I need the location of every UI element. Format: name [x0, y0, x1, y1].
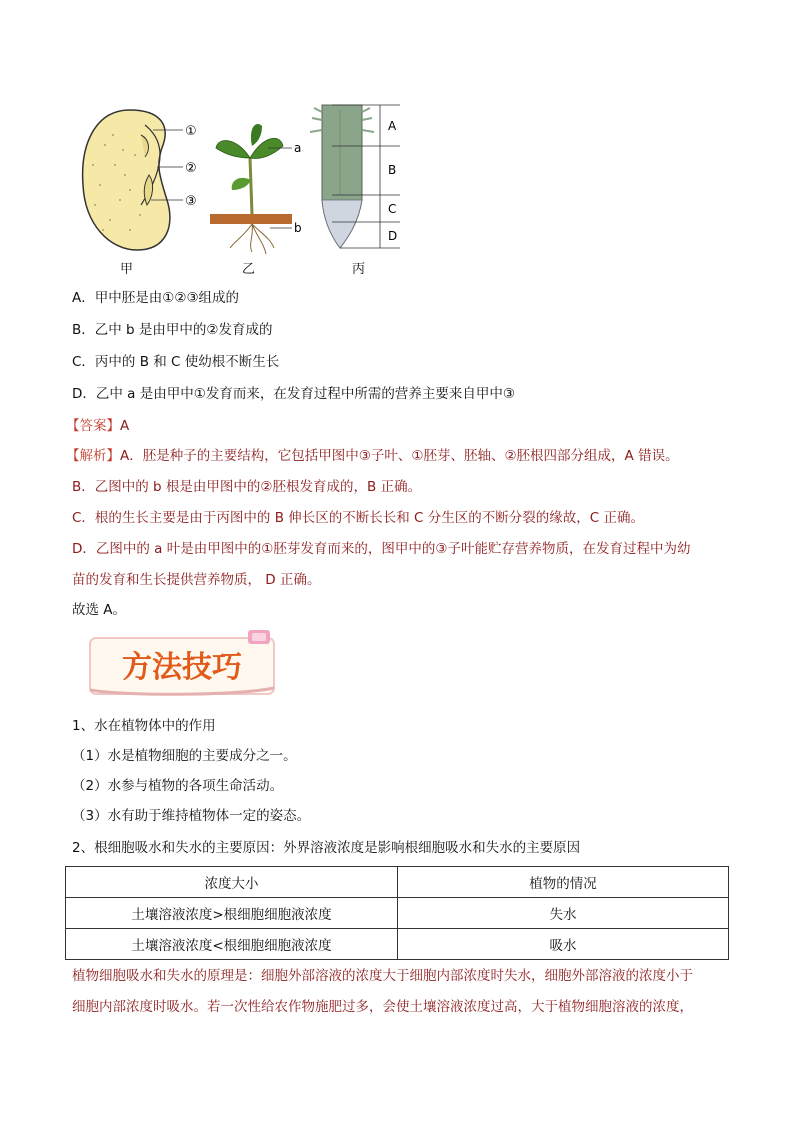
- section1-item-3: （3）水有助于维持植物体一定的姿态。: [72, 808, 311, 824]
- option-c: C．丙中的 B 和 C 使幼根不断生长: [72, 354, 280, 370]
- table-row: [66, 898, 729, 929]
- caption-bing: 丙: [352, 262, 366, 277]
- analysis-line-5: 苗的发育和生长提供营养物质， D 正确。: [72, 572, 321, 588]
- analysis-line-3: C．根的生长主要是由于丙图中的 B 伸长区的不断长长和 C 分生区的不断分裂的缘故，C 正确。: [72, 510, 644, 526]
- option-a: A．甲中胚是由①②③组成的: [72, 290, 240, 306]
- seed-label-3: ③: [185, 194, 197, 209]
- section1-item-2: （2）水参与植物的各项生命活动。: [72, 778, 284, 794]
- root-label-A: A: [388, 119, 397, 133]
- root-label-B: B: [388, 163, 397, 177]
- table-cell: 土壤溶液浓度<根细胞细胞液浓度: [66, 929, 398, 960]
- table-cell: 吸水: [398, 929, 729, 960]
- concentration-table: [65, 866, 729, 960]
- option-d: D．乙中 a 是由甲中①发育而来，在发育过程中所需的营养主要来自甲中③: [72, 386, 515, 402]
- seed-label-1: ①: [185, 124, 197, 139]
- table-cell: 失水: [398, 898, 729, 929]
- root-label-D: D: [388, 229, 398, 243]
- analysis-line-1: [66, 446, 679, 466]
- table-header: 浓度大小: [66, 867, 398, 898]
- analysis-line-2: B．乙图中的 b 根是由甲图中的②胚根发育成的，B 正确。: [72, 479, 422, 495]
- seed-diagram: [75, 105, 210, 255]
- table-header: 植物的情况: [398, 867, 729, 898]
- banner-title: 方法技巧: [122, 650, 242, 685]
- section1-heading: 1、水在植物体中的作用: [72, 718, 216, 734]
- answer-tag: 【答案】: [66, 418, 120, 434]
- caption-yi: 乙: [242, 262, 256, 277]
- section2-heading: 2、根细胞吸水和失水的主要原因：外界溶液浓度是影响根细胞吸水和失水的主要原因: [72, 840, 581, 856]
- root-tip-diagram: [310, 100, 410, 255]
- analysis-tag: 【解析】: [66, 448, 120, 464]
- option-b: B．乙中 b 是由甲中的②发育成的: [72, 322, 273, 338]
- seedling-label-a: a: [294, 141, 302, 155]
- section2-paragraph-1: 植物细胞吸水和失水的原理是：细胞外部溶液的浓度大于细胞内部浓度时失水，细胞外部溶液的浓度小于: [72, 968, 693, 984]
- method-tips-banner: [84, 630, 280, 698]
- answer-line: [66, 416, 129, 436]
- section1-item-1: （1）水是植物细胞的主要成分之一。: [72, 748, 297, 764]
- section2-paragraph-2: 细胞内部浓度时吸水。若一次性给农作物施肥过多，会使土壤溶液浓度过高，大于植物细胞溶液的浓度，: [72, 999, 693, 1015]
- seedling-label-b: b: [294, 221, 302, 235]
- answer-value: A: [120, 418, 130, 434]
- table-header-row: [66, 867, 729, 898]
- root-label-C: C: [388, 202, 397, 216]
- seedling-diagram: [208, 118, 318, 258]
- analysis-conclusion: 故选 A。: [72, 602, 127, 618]
- analysis-text-1: A．胚是种子的主要结构，它包括甲图中③子叶、①胚芽、胚轴、②胚根四部分组成，A 错误。: [120, 448, 679, 464]
- table-row: [66, 929, 729, 960]
- figure-row: [60, 100, 420, 280]
- caption-jia: 甲: [120, 262, 134, 277]
- seed-label-2: ②: [185, 161, 197, 176]
- table-cell: 土壤溶液浓度>根细胞细胞液浓度: [66, 898, 398, 929]
- analysis-line-4: D．乙图中的 a 叶是由甲图中的①胚芽发育而来的，图甲中的③子叶能贮存营养物质，在发育过程中为幼: [72, 541, 691, 557]
